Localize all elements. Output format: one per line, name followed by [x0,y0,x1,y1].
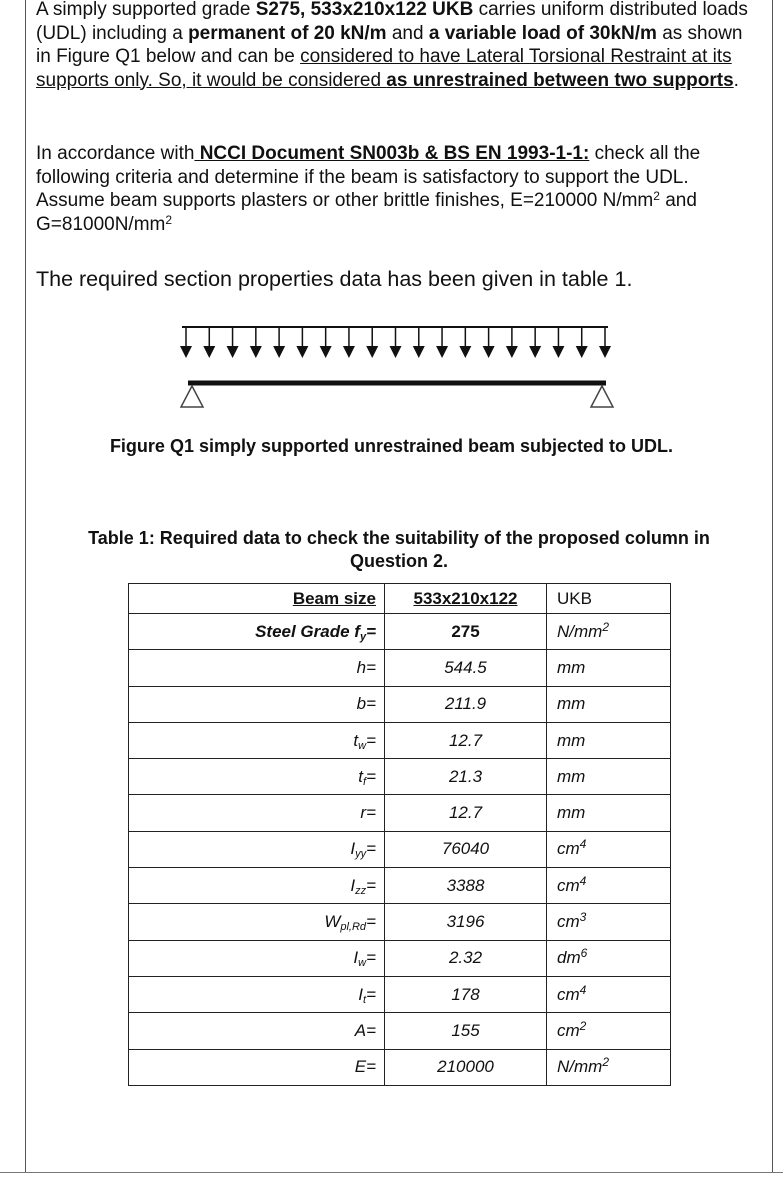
property-symbol: h [356,657,367,677]
property-symbol: A [354,1020,367,1040]
property-label [129,1013,385,1049]
unit-exponent: 4 [579,873,587,888]
property-value: 211.9 [385,686,547,722]
table-row [129,831,671,867]
table-row [129,614,671,650]
property-value: 178 [385,976,547,1012]
property-subscript: zz [355,884,367,897]
unit-exponent: 2 [579,1018,587,1033]
table-row [129,686,671,722]
property-subscript: w [358,739,367,752]
property-value: 210000 [385,1049,547,1085]
property-label [129,868,385,904]
property-label [129,904,385,940]
property-label [129,940,385,976]
instructions: In accordance with NCCI Document SN003b & BS EN 1993-1-1: check all the following criteria and determine if the beam is satisfactory to support the UDL. Assume beam supports plasters or other brittle finishes, E=210000 $N/mm^2$ and $G=81000N/mm^2$ [36,143,701,235]
equals-sign: = [366,694,376,714]
unit: cm [557,1020,580,1040]
udl-arrow-head [390,346,402,358]
equals-sign: = [366,1057,376,1077]
table-row [129,940,671,976]
unit-exponent: 4 [579,982,587,997]
unit: mm [557,694,586,714]
unit: N/mm [557,1057,603,1077]
udl-arrow-head [552,346,564,358]
property-symbol: t [358,766,363,786]
unit: cm [557,912,580,932]
udl-arrow-head [483,346,495,358]
property-unit [547,976,671,1012]
unit: dm [557,948,581,968]
udl-arrow-head [273,346,285,358]
table-row [129,1049,671,1085]
problem-statement: A simply supported grade S275, 533x210x122 UKB carries uniform distributed loads (UDL) including a permanent of 20 kN/m and a variable load of 30kN/m as shown in Figure Q1 below and can be considered to have Lateral Torsional Restraint at its supports only. So, it would be considered as unrestrained between two supports. [36,0,748,91]
table-row [129,868,671,904]
equals-sign: = [366,1020,376,1040]
figure-caption: Figure Q1 simply supported unrestrained beam subjected to UDL. [109,436,674,456]
left-support [181,386,203,407]
property-value: 12.7 [385,795,547,831]
property-value: 2.32 [385,940,547,976]
equals-sign: = [366,875,376,895]
equals-sign: = [366,948,376,968]
udl-arrow-head [296,346,308,358]
unit: N/mm [557,621,603,641]
unit: mm [557,657,586,677]
property-symbol: I [350,839,356,859]
right-support [591,386,613,407]
property-unit [547,614,671,650]
unit: cm [557,875,580,895]
property-value: 21.3 [385,759,547,795]
bottom-rule [0,1172,783,1173]
property-symbol: b [356,694,367,714]
property-value: 155 [385,1013,547,1049]
unit: mm [557,766,586,786]
equals-sign: = [366,912,376,932]
unit-exponent: 2 [602,619,610,634]
property-label [129,1049,385,1085]
table-row [129,1013,671,1049]
property-label [129,686,385,722]
unit: mm [557,730,586,750]
table-row [129,904,671,940]
udl-arrow-head [366,346,378,358]
property-value: 3196 [385,904,547,940]
property-value: 544.5 [385,650,547,686]
equals-sign: = [366,984,376,1004]
property-subscript: f [363,775,367,788]
property-unit [547,686,671,722]
table-row [129,650,671,686]
property-subscript: w [358,957,367,970]
udl-arrow-head [459,346,471,358]
unit: cm [557,984,580,1004]
udl-arrow-head [203,346,215,358]
equals-sign: = [366,803,376,823]
property-symbol: I [350,875,356,895]
udl-arrow-head [529,346,541,358]
property-symbol: I [353,948,359,968]
property-label [129,976,385,1012]
equals-sign: = [366,621,376,641]
beam-diagram [176,322,616,414]
udl-arrow-head [227,346,239,358]
table-reference: The required section properties data has been given in table 1. [36,267,633,291]
section-properties-table [128,583,671,1086]
property-symbol: I [358,984,363,1004]
property-value: 12.7 [385,722,547,758]
equals-sign: = [366,766,376,786]
udl-arrow-head [576,346,588,358]
unit-exponent: 3 [579,910,587,925]
property-label [129,759,385,795]
property-label [129,614,385,650]
table-row [129,759,671,795]
udl-arrow-head [436,346,448,358]
property-symbol: W [324,912,341,932]
table-caption: Table 1: Required data to check the suitability of the proposed column in Question 2. [88,528,710,571]
udl-arrow-head [506,346,518,358]
property-subscript: pl,Rd [340,921,367,934]
property-symbol: r [360,803,367,823]
property-unit [547,1013,671,1049]
unit-exponent: 2 [602,1055,610,1070]
udl-arrow-head [180,346,192,358]
property-subscript: yy [355,848,367,861]
equals-sign: = [366,730,376,750]
beam-type: UKB [547,584,671,614]
property-subscript: y [359,630,367,643]
unit-exponent: 6 [580,946,588,961]
udl-arrow-head [413,346,425,358]
udl-arrow-head [599,346,611,358]
table-header-row [129,584,671,614]
property-label [129,650,385,686]
beam-size-value: 533x210x122 [413,588,518,608]
property-unit [547,795,671,831]
property-symbol: E [354,1057,367,1077]
unit-exponent: 4 [579,837,587,852]
property-symbol: Steel Grade f [255,621,360,641]
udl-arrows [180,327,611,358]
property-unit [547,759,671,795]
unit: cm [557,839,580,859]
udl-arrow-head [250,346,262,358]
udl-arrow-head [320,346,332,358]
property-label [129,795,385,831]
property-symbol: t [353,730,359,750]
table-row [129,976,671,1012]
property-unit [547,831,671,867]
property-unit [547,1049,671,1085]
property-value: 3388 [385,868,547,904]
table-row [129,795,671,831]
unit: mm [557,803,586,823]
property-value: 275 [385,614,547,650]
beam-size-label: Beam size [292,588,376,608]
equals-sign: = [366,839,376,859]
property-label [129,722,385,758]
property-label [129,831,385,867]
table-row [129,722,671,758]
udl-arrow-head [343,346,355,358]
property-value: 76040 [385,831,547,867]
property-unit [547,650,671,686]
property-unit [547,722,671,758]
property-unit [547,904,671,940]
property-unit [547,940,671,976]
property-subscript: t [363,993,367,1006]
property-unit [547,868,671,904]
equals-sign: = [366,657,376,677]
